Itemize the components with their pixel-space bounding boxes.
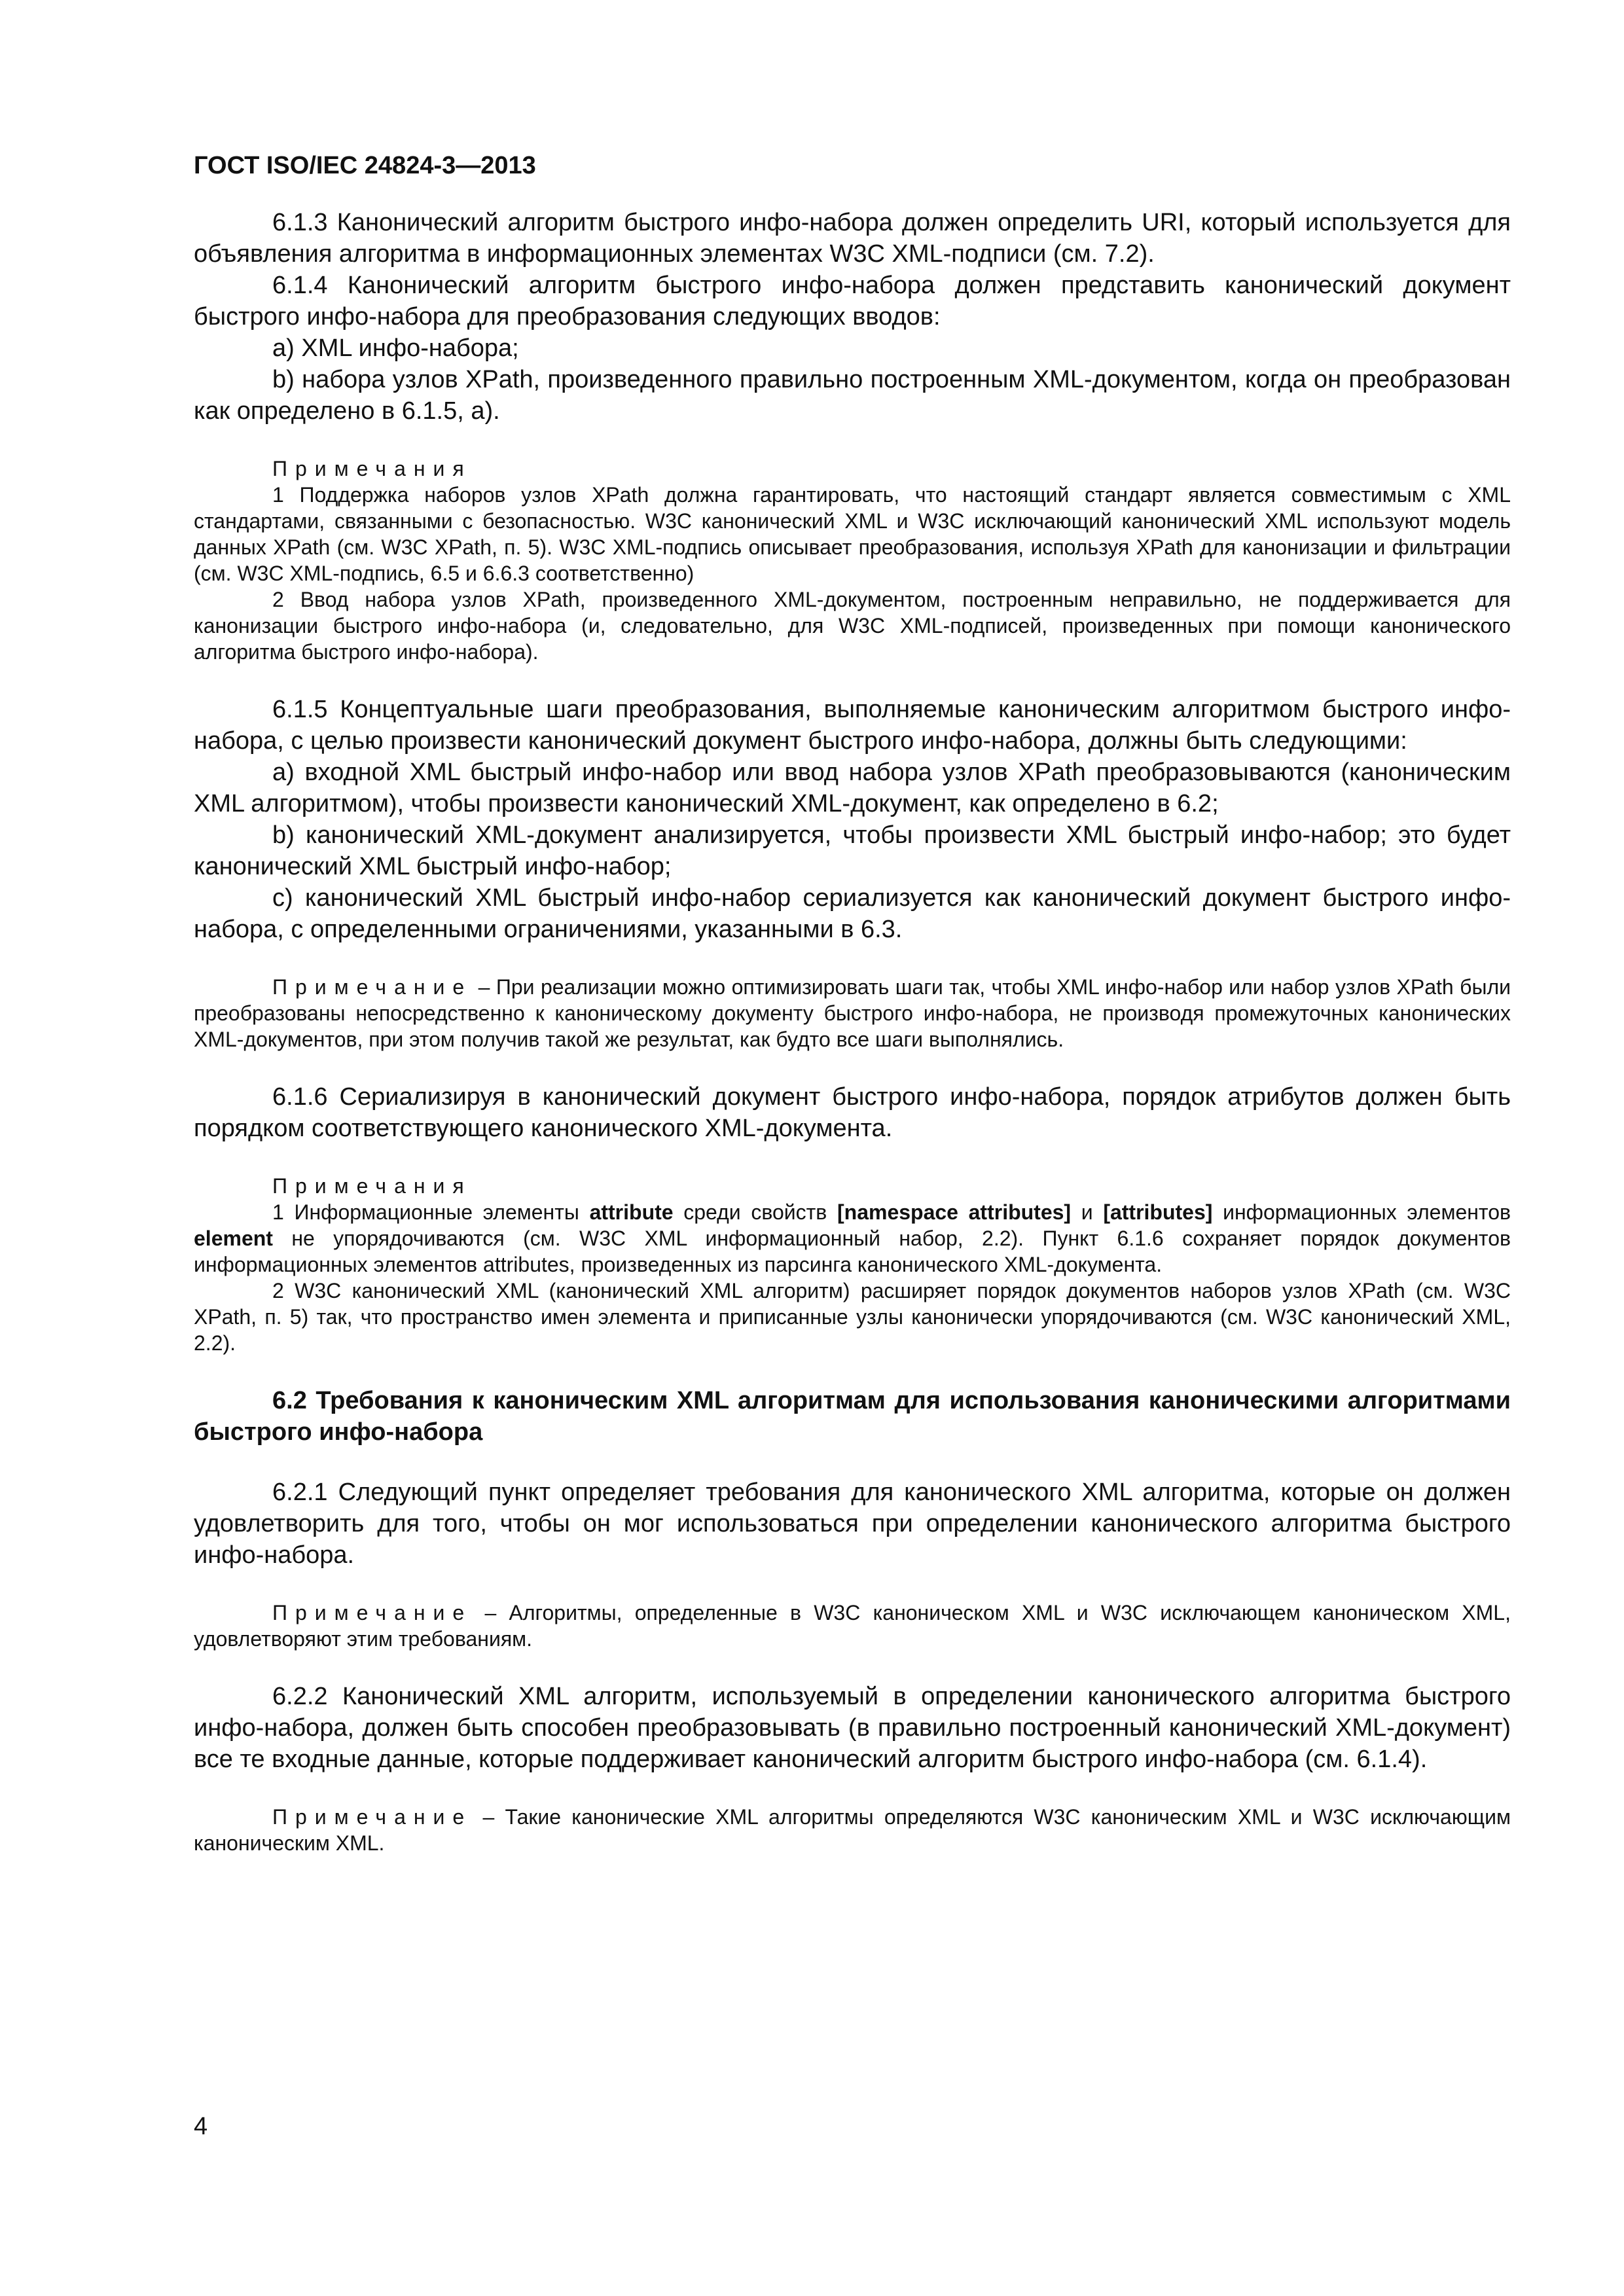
- clause-6-1-5: 6.1.5 Концептуальные шаги преобразования, выполняемые каноническим алгоритмом быстрого инфо-набора, с целью произвести канонический документ быстрого инфо-набора, должны быть следующими:: [194, 696, 1511, 755]
- note-text: среди свойств: [673, 1200, 837, 1224]
- note-text: – Алгоритмы, определенные в W3C каноническом XML и W3C исключающем каноническом XML, удовлетворяют этим требованиям.: [194, 1601, 1511, 1651]
- clause-6-1-5-item-b: b) канонический XML-документ анализируется, чтобы произвести XML быстрый инфо-набор; это будет канонический XML быстрый инфо-набор;: [194, 821, 1511, 880]
- note-item: 2 W3C канонический XML (канонический XML алгоритм) расширяет порядок документов наборов узлов XPath (см. W3C XPath, п. 5) так, что пространство имен элемента и приписанные узлы канонически упорядочиваются (см. W3C канонический XML, 2.2).: [194, 1279, 1511, 1355]
- note-item: 2 Ввод набора узлов XPath, произведенного XML-документом, построенным неправильно, не поддерживается для канонизации быстрого инфо-набора (и, следовательно, для W3C XML-подписей, произведенных при помощи канонического алгоритма быстрого инфо-набора).: [194, 588, 1511, 664]
- clause-6-1-5-item-a: a) входной XML быстрый инфо-набор или ввод набора узлов XPath преобразовываются (каноническим XML алгоритмом), чтобы произвести канонический XML-документ, как определено в 6.2;: [194, 759, 1511, 817]
- note-label: Примечание: [272, 1601, 473, 1624]
- clause-6-1-4-item-b: b) набора узлов XPath, произведенного правильно построенным XML-документом, когда он преобразован как определено в 6.1.5, а).: [194, 366, 1511, 425]
- note: [194, 1600, 1511, 1652]
- note: [194, 974, 1511, 1052]
- term-attribute: attribute: [589, 1200, 674, 1224]
- note-label: Примечание: [272, 1805, 473, 1829]
- term-element: element: [194, 1227, 273, 1250]
- notes-heading: Примечания: [272, 457, 472, 480]
- clause-6-1-4-item-a: a) XML инфо-набора;: [272, 334, 519, 362]
- term-attributes: [attributes]: [1103, 1200, 1213, 1224]
- note-text: 1 Информационные элементы: [272, 1200, 590, 1224]
- term-namespace-attributes: [namespace attributes]: [837, 1200, 1072, 1224]
- note-item: [194, 1199, 1511, 1278]
- clause-6-1-3: 6.1.3 Канонический алгоритм быстрого инфо-набора должен определить URI, который используется для объявления алгоритма в информационных элементах W3C XML-подписи (см. 7.2).: [194, 209, 1511, 268]
- page-number: 4: [194, 2113, 208, 2140]
- section-heading-6-2: 6.2 Требования к каноническим XML алгоритмам для использования каноническими алгоритмами быстрого инфо-набора: [194, 1387, 1511, 1446]
- note: [194, 1804, 1511, 1856]
- note-text: и: [1071, 1200, 1104, 1224]
- document-code-header: ГОСТ ISO/IEC 24824-3—2013: [194, 152, 536, 179]
- clause-6-2-1: 6.2.1 Следующий пункт определяет требования для канонического XML алгоритма, которые он должен удовлетворить для того, чтобы он мог использоваться при определении канонического алгоритма быстрого инфо-набора.: [194, 1479, 1511, 1569]
- clause-6-1-5-item-c: c) канонический XML быстрый инфо-набор сериализуется как канонический документ быстрого инфо-набора, с определенными ограничениями, указанными в 6.3.: [194, 884, 1511, 943]
- note-label: Примечание: [272, 975, 473, 999]
- note-text: информационных элементов: [1212, 1200, 1511, 1224]
- notes-heading: Примечания: [272, 1174, 472, 1198]
- clause-6-2-2: 6.2.2 Канонический XML алгоритм, используемый в определении канонического алгоритма быстрого инфо-набора, должен быть способен преобразовывать (в правильно построенный канонический XML-документ) все те входные данные, которые поддерживает канонический алгоритм быстрого инфо-набора (см. 6.1.4).: [194, 1683, 1511, 1773]
- document-body: [194, 207, 1511, 1856]
- note-text: не упорядочиваются (см. W3C XML информационный набор, 2.2). Пункт 6.1.6 сохраняет порядок документов информационных элементов attributes, произведенных из парсинга канонического XML-документа.: [194, 1227, 1511, 1276]
- note-text: – При реализации можно оптимизировать шаги так, чтобы XML инфо-набор или набор узлов XPath были преобразованы непосредственно к каноническому документу быстрого инфо-набора, не производя промежуточных канонических XML-документов, при этом получив такой же результат, как будто все шаги выполнялись.: [194, 975, 1511, 1051]
- note-item: 1 Поддержка наборов узлов XPath должна гарантировать, что настоящий стандарт является совместимым с XML стандартами, связанными с безопасностью. W3C канонический XML и W3C исключающий канонический XML используют модель данных XPath (см. W3C XPath, п. 5). W3C XML-подпись описывает преобразования, используя XPath для канонизации и фильтрации (см. W3C XML-подпись, 6.5 и 6.6.3 соответственно): [194, 483, 1511, 585]
- clause-6-1-4: 6.1.4 Канонический алгоритм быстрого инфо-набора должен представить канонический документ быстрого инфо-набора для преобразования следующих вводов:: [194, 272, 1511, 331]
- note-text: – Такие канонические XML алгоритмы определяются W3C каноническим XML и W3C исключающим каноническим XML.: [194, 1805, 1511, 1855]
- clause-6-1-6: 6.1.6 Сериализируя в канонический документ быстрого инфо-набора, порядок атрибутов должен быть порядком соответствующего канонического XML-документа.: [194, 1083, 1511, 1142]
